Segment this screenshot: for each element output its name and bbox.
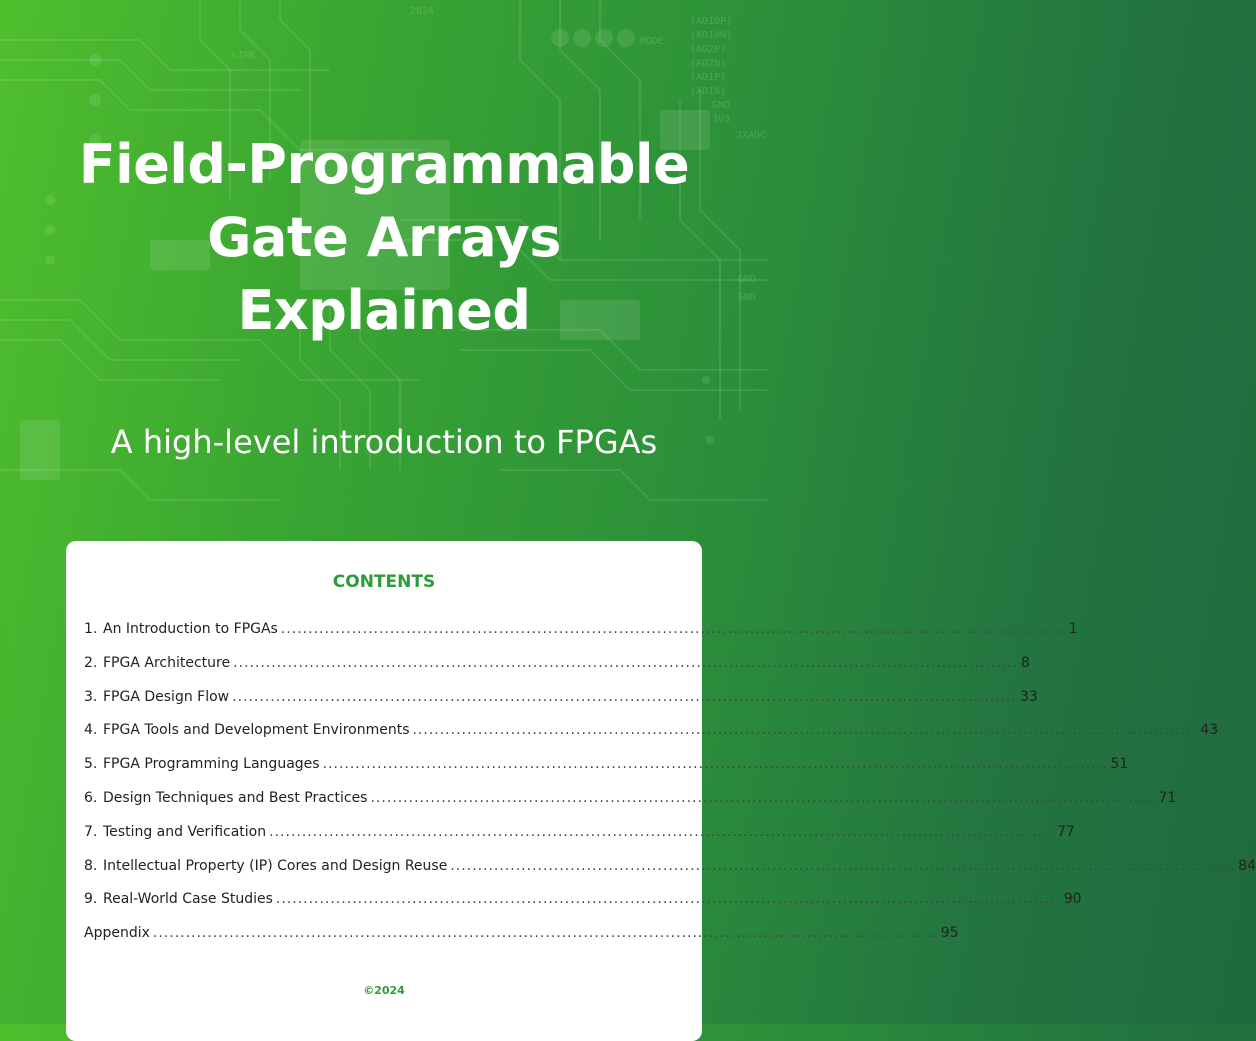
title-line: Gate Arrays	[207, 206, 561, 269]
toc-number: 6.	[84, 789, 98, 806]
table-of-contents	[84, 621, 1256, 959]
toc-entry[interactable]	[84, 688, 1038, 723]
toc-label: FPGA Design Flow	[103, 688, 230, 705]
pcb-label: JXADC	[736, 130, 767, 141]
pcb-label: MODE	[640, 36, 665, 47]
toc-number: 8.	[84, 857, 98, 874]
toc-leader: ................................................................................................................................................	[233, 654, 1018, 671]
toc-entry[interactable]	[84, 925, 959, 959]
pcb-label: (AD2P)	[690, 44, 727, 55]
pcb-label: (AD1N)	[690, 86, 727, 97]
toc-page: 43	[1200, 722, 1219, 739]
pcb-label: (AD10P)	[690, 16, 733, 27]
toc-entry[interactable]	[84, 891, 1082, 925]
toc-label: An Introduction to FPGAs	[103, 621, 278, 637]
toc-page: 1	[1068, 621, 1078, 637]
toc-page: 8	[1020, 654, 1030, 671]
toc-leader: ................................................................................................................................................	[232, 688, 1017, 705]
toc-label: FPGA Tools and Development Environments	[103, 722, 410, 739]
toc-entry[interactable]	[84, 789, 1177, 824]
pcb-label: (AD2N)	[690, 58, 727, 69]
toc-leader: ................................................................................................................................................	[412, 722, 1198, 739]
title-line: Field-Programmable	[78, 133, 690, 196]
title-line: Explained	[237, 279, 531, 342]
pcb-label: (AD1P)	[690, 72, 727, 83]
toc-page: 90	[1063, 891, 1082, 908]
cover-title	[0, 128, 768, 347]
toc-page: 71	[1158, 789, 1177, 806]
pcb-label: 2024	[410, 6, 435, 17]
toc-label: Intellectual Property (IP) Cores and Design Reuse	[103, 857, 448, 874]
toc-entry[interactable]	[84, 823, 1075, 858]
toc-number: 3.	[84, 688, 98, 705]
pcb-label: GND	[738, 274, 757, 285]
toc-label: Appendix	[84, 925, 150, 942]
pcb-label: 3V3	[712, 114, 731, 125]
cover-subtitle: A high-level introduction to FPGAs	[110, 423, 658, 461]
toc-leader: ................................................................................................................................................	[152, 925, 938, 942]
toc-entry[interactable]	[84, 722, 1219, 756]
toc-leader: ................................................................................................................................................	[370, 789, 1156, 806]
pcb-label: GND	[712, 100, 731, 111]
toc-number: 2.	[84, 654, 98, 671]
toc-leader: ................................................................................................................................................	[322, 756, 1108, 773]
toc-label: Real-World Case Studies	[103, 891, 273, 908]
toc-number: 9.	[84, 891, 98, 908]
toc-entry[interactable]	[84, 654, 1030, 689]
toc-leader: ................................................................................................................................................	[450, 857, 1236, 874]
toc-number: 7.	[84, 823, 98, 840]
contents-heading: CONTENTS	[332, 572, 436, 592]
copyright: ©2024	[363, 984, 405, 997]
contents-card	[66, 541, 1256, 1041]
toc-label: Testing and Verification	[103, 823, 267, 840]
toc-page: 77	[1056, 823, 1075, 840]
toc-entry[interactable]	[84, 621, 1078, 655]
toc-entry[interactable]	[84, 756, 1129, 790]
toc-leader: ................................................................................................................................................	[280, 621, 1066, 637]
toc-page: 33	[1019, 688, 1038, 705]
toc-label: FPGA Programming Languages	[103, 756, 320, 773]
toc-label: Design Techniques and Best Practices	[103, 789, 368, 806]
toc-entry[interactable]	[84, 857, 1256, 892]
pcb-label: (AD10N)	[690, 30, 733, 41]
toc-page: 84	[1238, 857, 1256, 874]
toc-number: 4.	[84, 722, 98, 739]
toc-page: 95	[940, 925, 959, 942]
toc-label: FPGA Architecture	[103, 654, 231, 671]
toc-leader: ................................................................................................................................................	[269, 823, 1054, 840]
pcb-label: GND	[738, 292, 757, 303]
pcb-label: LINK	[232, 50, 257, 61]
toc-leader: ................................................................................................................................................	[275, 891, 1061, 908]
toc-number: 1.	[84, 621, 98, 637]
toc-number: 5.	[84, 756, 98, 773]
toc-page: 51	[1110, 756, 1129, 773]
